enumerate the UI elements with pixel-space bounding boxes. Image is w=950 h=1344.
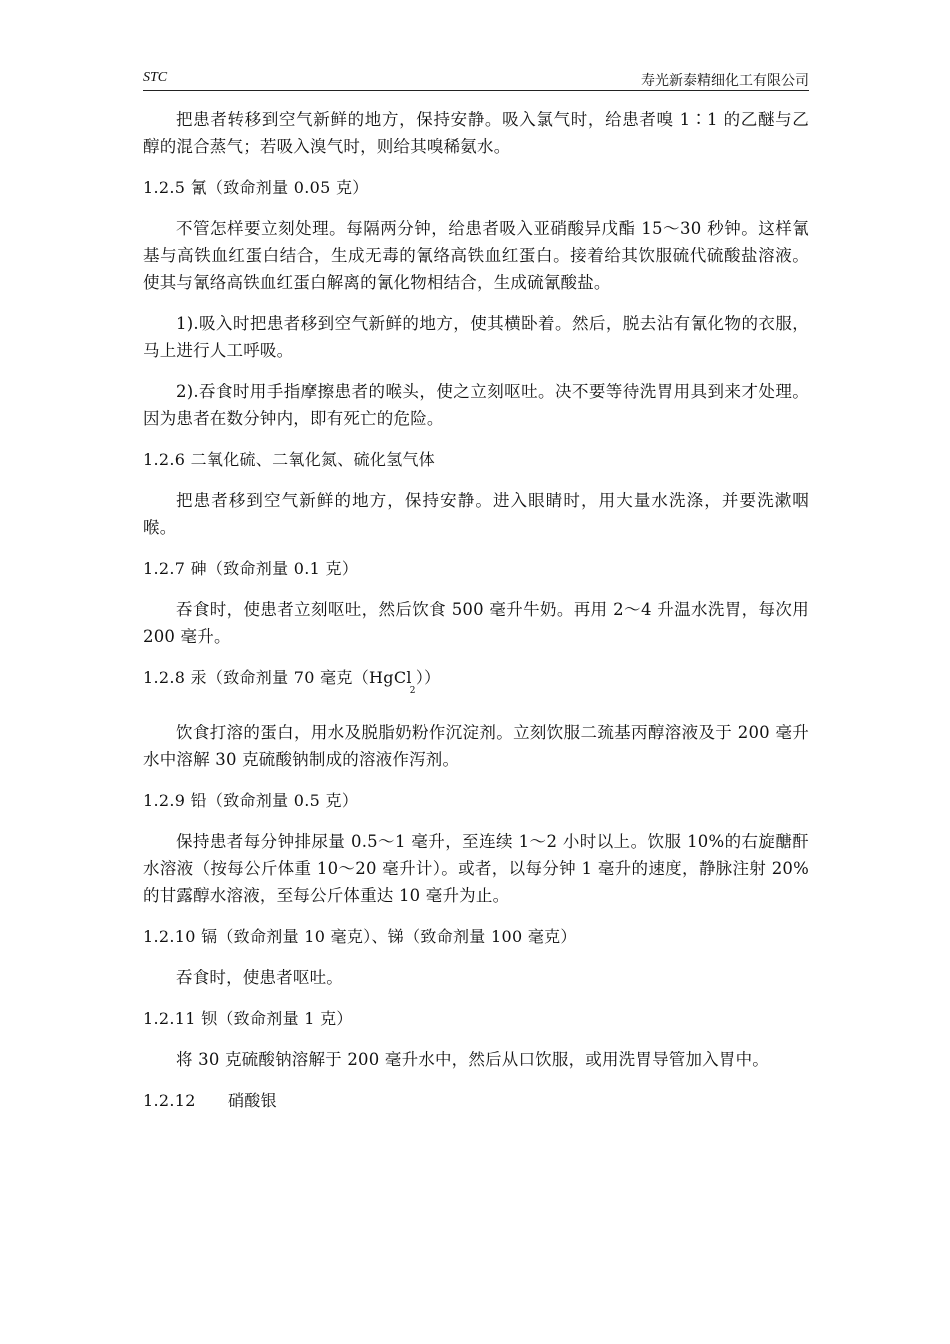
heading-1-2-9: 1.2.9 铅（致命剂量 0.5 克） <box>143 791 359 810</box>
heading-1-2-12: 1.2.12 硝酸银 <box>143 1091 277 1110</box>
paragraph-barium: 将 30 克硫酸钠溶解于 200 毫升水中，然后从口饮服，或用洗胃导管加入胃中。 <box>176 1050 769 1069</box>
paragraph-cadmium-antimony: 吞食时，使患者呕吐。 <box>176 968 343 987</box>
paragraph-mercury: 饮食打溶的蛋白，用水及脱脂奶粉作沉淀剂。立刻饮服二巯基丙醇溶液及于 200 毫升水中溶解 30 克硫酸钠制成的溶液作泻剂。 <box>143 723 809 769</box>
paragraph-chlorine-bromine: 把患者转移到空气新鲜的地方，保持安静。吸入氯气时，给患者嗅 1∶1 的乙醚与乙醇的混合蒸气；若吸入溴气时，则给其嗅稀氨水。 <box>143 110 809 156</box>
heading-1-2-8-subscript: 2 <box>409 686 416 696</box>
heading-1-2-7: 1.2.7 砷（致命剂量 0.1 克） <box>143 559 359 578</box>
paragraph-arsenic: 吞食时，使患者立刻呕吐，然后饮食 500 毫升牛奶。再用 2～4 升温水洗胃，每次用 200 毫升。 <box>143 600 809 646</box>
page-header <box>143 68 809 91</box>
document-body <box>143 106 809 1128</box>
heading-1-2-6: 1.2.6 二氧化硫、二氧化氮、硫化氢气体 <box>143 450 436 469</box>
paragraph-cyanide-inhalation: 1).吸入时把患者移到空气新鲜的地方，使其横卧着。然后，脱去沾有氰化物的衣服，马上进行人工呼吸。 <box>143 314 809 360</box>
paragraph-cyanide-treatment: 不管怎样要立刻处理。每隔两分钟，给患者吸入亚硝酸异戊酯 15～30 秒钟。这样氰基与高铁血红蛋白结合，生成无毒的氰络高铁血红蛋白。接着给其饮服硫代硫酸盐溶液。使其与氰络高铁血红蛋白解离的氰化物相结合，生成硫氰酸盐。 <box>143 219 809 292</box>
paragraph-gases: 把患者移到空气新鲜的地方，保持安静。进入眼睛时，用大量水洗涤，并要洗漱咽喉。 <box>143 491 809 537</box>
heading-1-2-8 <box>143 664 809 705</box>
paragraph-lead: 保持患者每分钟排尿量 0.5～1 毫升，至连续 1～2 小时以上。饮服 10%的右旋醣酐水溶液（按每公斤体重 10～20 毫升计）。或者，以每分钟 1 毫升的速度，静脉注射 20%的甘露醇水溶液，至每公斤体重达 10 毫升为止。 <box>143 832 809 905</box>
heading-1-2-5: 1.2.5 氰（致命剂量 0.05 克） <box>143 178 369 197</box>
paragraph-cyanide-ingestion: 2).吞食时用手指摩擦患者的喉头，使之立刻呕吐。决不要等待洗胃用具到来才处理。因为患者在数分钟内，即有死亡的危险。 <box>143 382 809 428</box>
header-left-text: STC <box>143 70 168 85</box>
heading-1-2-10: 1.2.10 镉（致命剂量 10 毫克）、锑（致命剂量 100 毫克） <box>143 927 577 946</box>
header-company-name: 寿光新泰精细化工有限公司 <box>641 73 809 89</box>
heading-1-2-11: 1.2.11 钡（致命剂量 1 克） <box>143 1009 353 1028</box>
heading-1-2-8-end: ）） <box>415 668 441 687</box>
heading-1-2-8-main: 1.2.8 汞（致命剂量 70 毫克（HgCl <box>143 668 412 687</box>
